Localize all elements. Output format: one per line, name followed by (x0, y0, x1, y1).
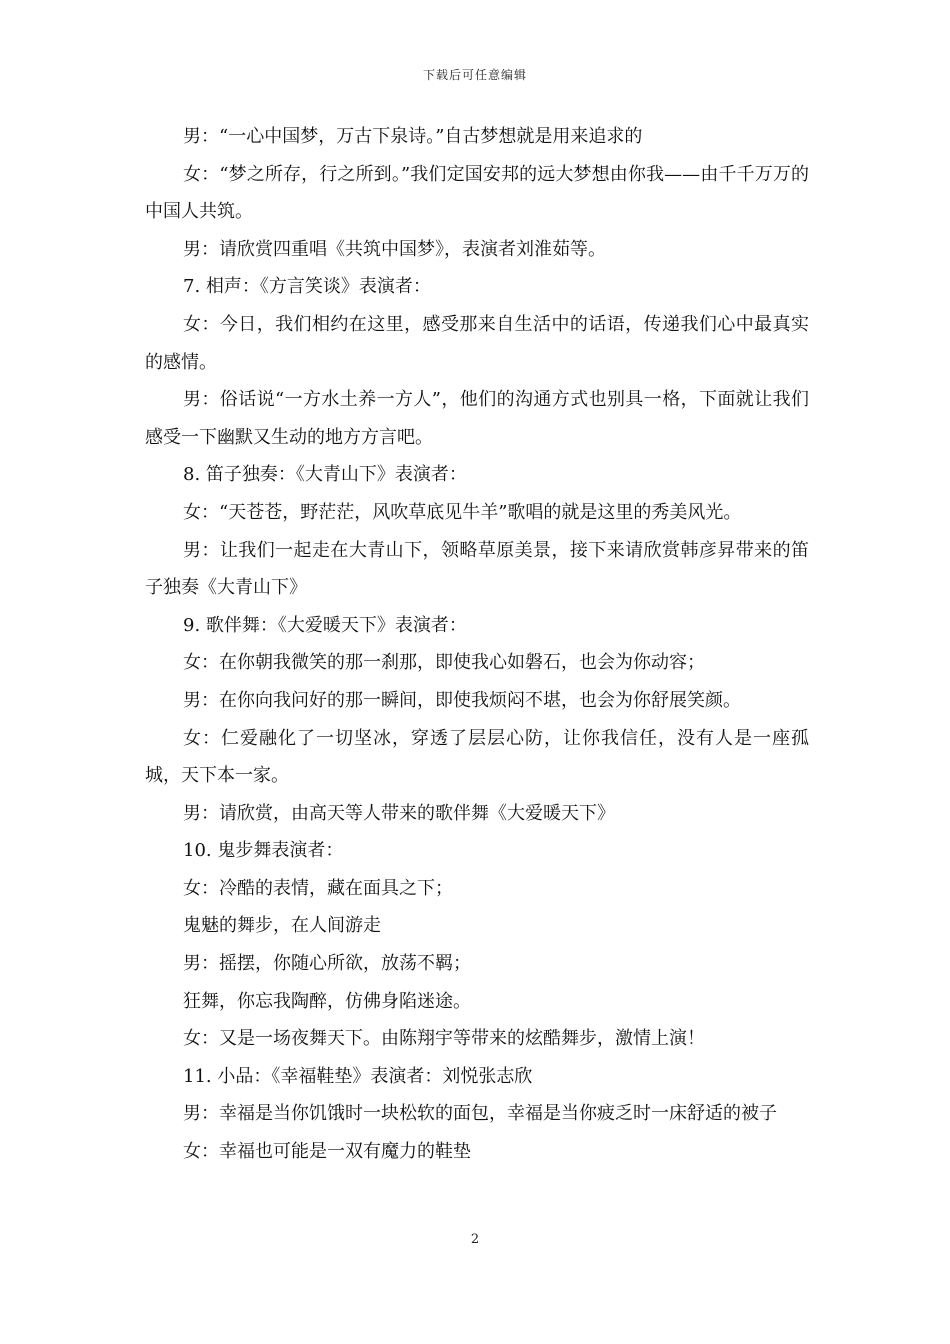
paragraph: 11. 小品：《幸福鞋垫》表演者：刘悦张志欣 (183, 1065, 533, 1087)
paragraph: 男：让我们一起走在大青山下，领略草原美景，接下来请欣赏韩彦昇带来的笛子独奏《大青山下》 (145, 539, 809, 599)
paragraph: 女：又是一场夜舞天下。由陈翔宇等带来的炫酷舞步，激情上演！ (183, 1028, 705, 1050)
paragraph: 7. 相声：《方言笑谈》表演者： (183, 276, 431, 298)
paragraph: 男：“一心中国梦，万古下泉诗。”自古梦想就是用来追求的 (183, 126, 643, 147)
paragraph: 女：在你朝我微笑的那一刹那，即使我心如磐石，也会为你动容； (183, 652, 705, 674)
paragraph: 女：今日，我们相约在这里，感受那来自生活中的话语，传递我们心中最真实的感情。 (145, 313, 809, 373)
paragraph: 男：摇摆，你随心所欲，放荡不羁； (183, 953, 471, 975)
paragraph: 女：“天苍苍，野茫茫，风吹草底见牛羊”歌唱的就是这里的秀美风光。 (183, 501, 742, 523)
paragraph: 男：在你向我问好的那一瞬间，即使我烦闷不堪，也会为你舒展笑颜。 (183, 689, 741, 711)
paragraph: 9. 歌伴舞：《大爱暖天下》表演者： (183, 614, 467, 636)
document-body (145, 118, 809, 1171)
paragraph: 8. 笛子独奏：《大青山下》表演者： (183, 464, 467, 486)
page-header: 下载后可任意编辑 (422, 68, 527, 82)
paragraph: 男：俗话说“一方水土养一方人”，他们的沟通方式也别具一格，下面就让我们感受一下幽默又生动的地方方言吧。 (145, 389, 809, 448)
paragraph: 狂舞，你忘我陶醉，仿佛身陷迷途。 (183, 990, 471, 1012)
paragraph: 男：幸福是当你饥饿时一块松软的面包，幸福是当你疲乏时一床舒适的被子 (183, 1103, 777, 1125)
paragraph: 10. 鬼步舞表演者： (183, 840, 344, 862)
paragraph: 男：请欣赏，由高天等人带来的歌伴舞《大爱暖天下》 (183, 802, 615, 824)
paragraph: 女：仁爱融化了一切坚冰，穿透了层层心防，让你我信任，没有人是一座孤城，天下本一家。 (145, 727, 809, 787)
paragraph: 女：幸福也可能是一双有魔力的鞋垫 (183, 1141, 471, 1163)
paragraph: 女：冷酷的表情，藏在面具之下； (183, 877, 453, 899)
page-number: 2 (470, 1232, 480, 1247)
paragraph: 女：“梦之所存，行之所到。”我们定国安邦的远大梦想由你我——由千千万万的中国人共筑。 (145, 163, 809, 223)
paragraph: 鬼魅的舞步，在人间游走 (183, 915, 381, 937)
paragraph: 男：请欣赏四重唱《共筑中国梦》，表演者刘淮茹等。 (183, 238, 606, 260)
